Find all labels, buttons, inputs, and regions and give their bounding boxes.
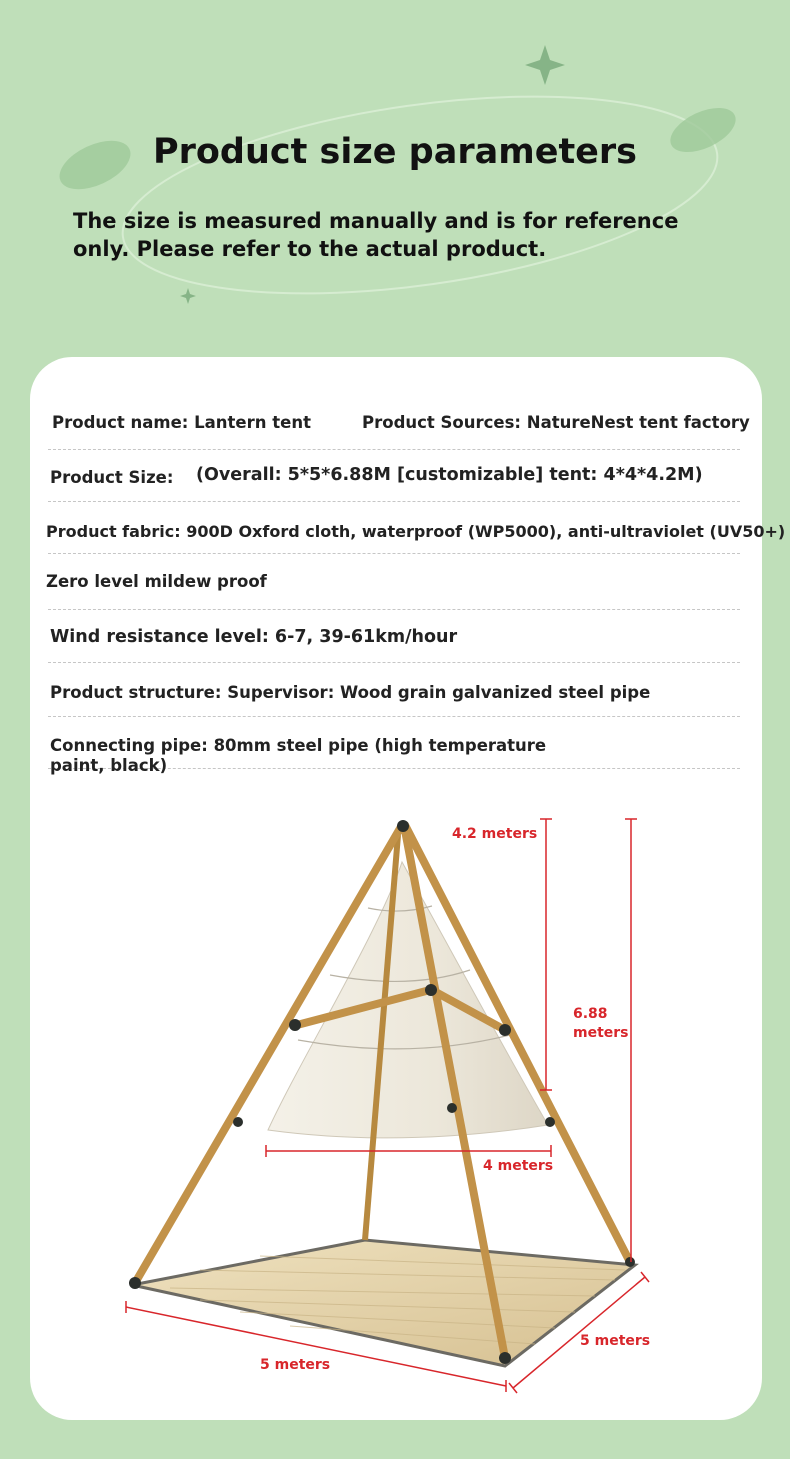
wind-resistance: Wind resistance level: 6-7, 39-61km/hour: [50, 627, 458, 647]
page-subtitle: The size is measured manually and is for reference only. Please refer to the actual product.: [73, 209, 679, 261]
product-size-value: (Overall: 5*5*6.88M [customizable] tent: 4*4*4.2M): [196, 465, 703, 485]
product-structure: Product structure: Supervisor: Wood grain galvanized steel pipe: [50, 683, 651, 702]
connecting-pipe-line2: paint, black): [50, 756, 168, 775]
wooden-floor: [132, 1240, 635, 1366]
base-width-label: 5 meters: [260, 1357, 331, 1373]
tent-width-label: 4 meters: [483, 1158, 554, 1174]
product-name: Product name: Lantern tent: [52, 413, 311, 432]
tent-height-label: 4.2 meters: [452, 826, 538, 842]
page-title: Product size parameters: [152, 132, 638, 172]
product-source: Product Sources: NatureNest tent factory: [362, 413, 750, 432]
mildew-proof: Zero level mildew proof: [46, 572, 267, 591]
overall-height-label-1: 6.88: [573, 1006, 608, 1022]
product-fabric: Product fabric: 900D Oxford cloth, waterproof (WP5000), anti-ultraviolet (UV50+): [46, 522, 786, 541]
tent-canvas: [270, 420, 403, 860]
overall-height-label-2: meters: [573, 1025, 629, 1041]
connecting-pipe-line1: Connecting pipe: 80mm steel pipe (high temperature: [50, 736, 547, 755]
product-size-label: Product Size:: [50, 468, 174, 487]
base-depth-label: 5 meters: [580, 1333, 651, 1349]
